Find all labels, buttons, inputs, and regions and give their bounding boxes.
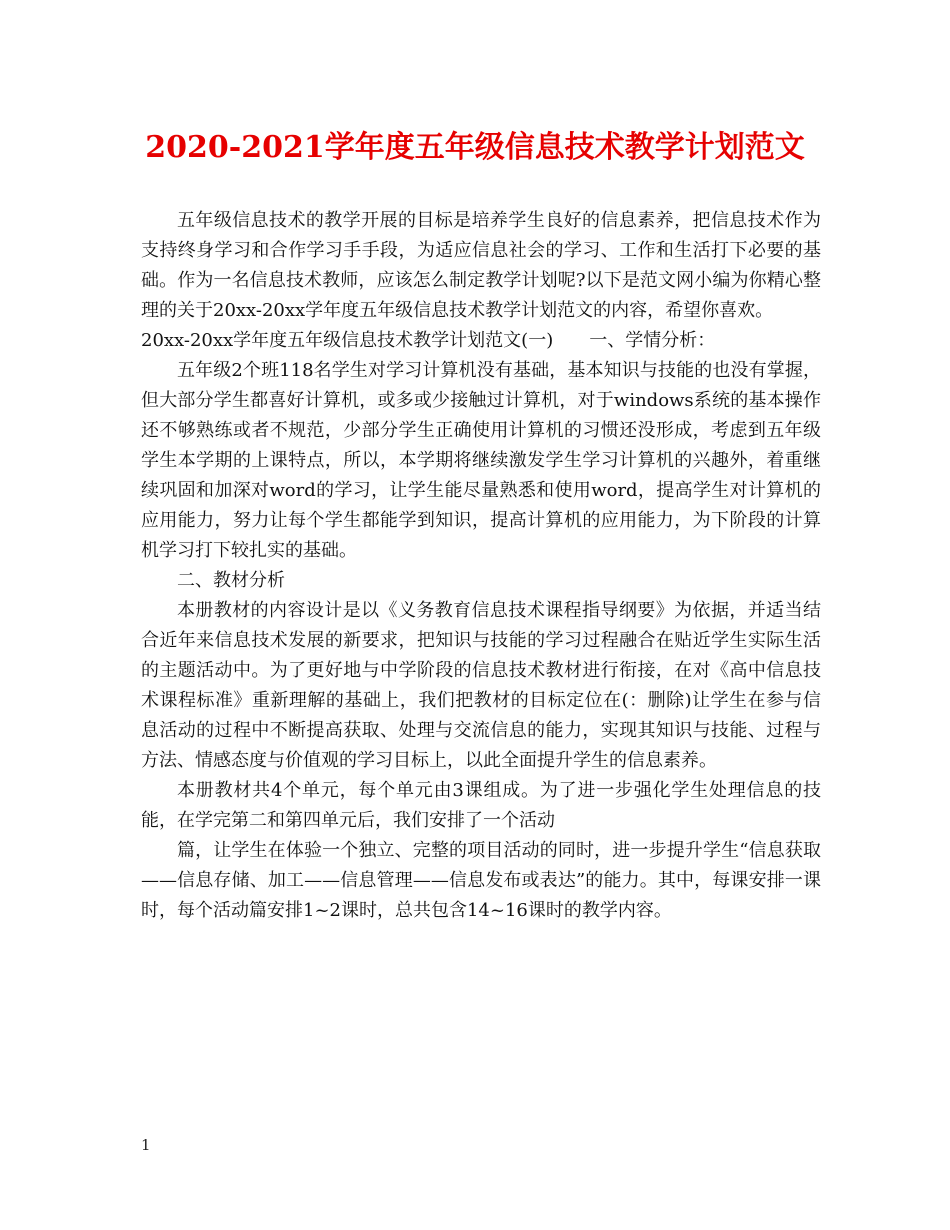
document-title: 2020-2021学年度五年级信息技术教学计划范文 [145, 130, 805, 165]
section-heading-paragraph: 20xx-20xx学年度五年级信息技术教学计划范文(一) 一、学情分析： [141, 330, 716, 351]
document-body [141, 206, 821, 926]
page-number: 1 [141, 1136, 151, 1154]
units-paragraph: 本册教材共4个单元，每个单元由3课组成。为了进一步强化学生处理信息的技能，在学完第二和第四单元后，我们安排了一个活动 [141, 780, 821, 831]
student-analysis-paragraph: 五年级2个班118名学生对学习计算机没有基础，基本知识与技能的也没有掌握，但大部分学生都喜好计算机，或多或少接触过计算机，对于windows系统的基本操作还不够熟练或者不规范，少部分学生正确使用计算机的习惯还没形成，考虑到五年级学生本学期的上课特点，所以，本学期将继续激发学生学习计算机的兴趣外，着重继续巩固和加深对word的学习，让学生能尽量熟悉和使用word，提高学生对计算机的应用能力，努力让每个学生都能学到知识，提高计算机的应用能力，为下阶段的计算机学习打下较扎实的基础。 [141, 360, 821, 561]
materials-analysis-heading: 二、教材分析 [177, 570, 285, 591]
intro-paragraph: 五年级信息技术的教学开展的目标是培养学生良好的信息素养，把信息技术作为支持终身学习和合作学习手手段，为适应信息社会的学习、工作和生活打下必要的基础。作为一名信息技术教师，应该怎么制定教学计划呢?以下是范文网小编为你精心整理的关于20xx-20xx学年度五年级信息技术教学计划范文的内容，希望你喜欢。 [141, 210, 821, 321]
activities-paragraph: 篇，让学生在体验一个独立、完整的项目活动的同时，进一步提升学生“信息获取——信息存储、加工——信息管理——信息发布或表达”的能力。其中，每课安排一课时，每个活动篇安排1~2课时，总共包含14~16课时的教学内容。 [141, 840, 821, 921]
materials-analysis-paragraph: 本册教材的内容设计是以《义务教育信息技术课程指导纲要》为依据，并适当结合近年来信息技术发展的新要求，把知识与技能的学习过程融合在贴近学生实际生活的主题活动中。为了更好地与中学阶段的信息技术教材进行衔接，在对《高中信息技术课程标准》重新理解的基础上，我们把教材的目标定位在(：删除)让学生在参与信息活动的过程中不断提高获取、处理与交流信息的能力，实现其知识与技能、过程与方法、情感态度与价值观的学习目标上，以此全面提升学生的信息素养。 [141, 600, 821, 771]
